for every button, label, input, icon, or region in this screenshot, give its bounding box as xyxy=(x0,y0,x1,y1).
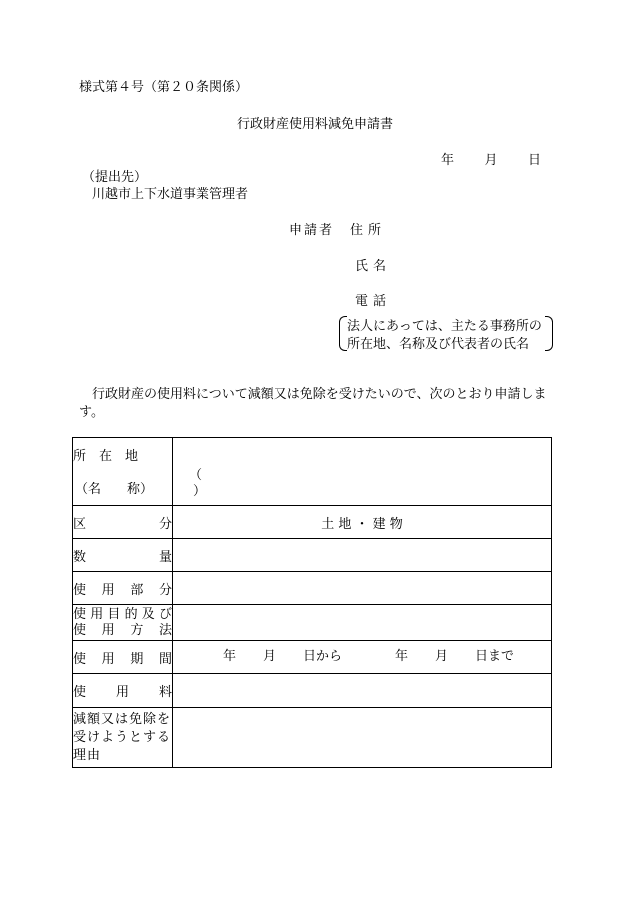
location-label: 所 在 地 xyxy=(73,448,139,464)
row-fee xyxy=(73,674,552,708)
row-period xyxy=(73,641,552,674)
quantity-value[interactable] xyxy=(173,539,552,572)
use-part-label-cell xyxy=(73,572,173,605)
use-part-value[interactable] xyxy=(173,572,552,605)
fee-label-cell xyxy=(73,674,173,708)
applicant-name-label: 氏名 xyxy=(355,259,392,274)
purpose-value[interactable] xyxy=(173,605,552,641)
fee-label: 使 用 料 xyxy=(73,685,172,700)
location-name-label: （名 称） xyxy=(75,481,154,497)
applicant-label: 申請者 xyxy=(289,223,335,238)
period-to-year: 年 xyxy=(395,649,409,664)
date-year: 年 xyxy=(441,153,455,168)
row-category xyxy=(73,506,552,539)
period-line xyxy=(173,649,551,665)
row-use-part xyxy=(73,572,552,605)
submission-label: （提出先） xyxy=(82,170,148,185)
row-reason xyxy=(73,708,552,768)
period-from-year: 年 xyxy=(223,649,237,664)
period-label: 使 用 期 間 xyxy=(73,651,172,667)
period-to-month: 月 xyxy=(435,649,449,664)
period-from-month: 月 xyxy=(263,649,277,664)
purpose-label-line1: 使 用 目 的 及 び xyxy=(73,606,172,622)
paren-close: ） xyxy=(193,484,207,499)
period-from-day: 日から xyxy=(303,649,343,664)
date-line xyxy=(441,153,541,169)
category-label-cell xyxy=(73,506,173,539)
submission-recipient: 川越市上下水道事業管理者 xyxy=(92,187,249,202)
purpose-label-cell xyxy=(73,605,173,641)
location-value-cell[interactable] xyxy=(173,438,552,506)
period-label-cell xyxy=(73,641,173,674)
intro-paragraph: 行政財産の使用料について減額又は免除を受けたいので、次のとおり申請します。 xyxy=(79,387,547,420)
date-day: 日 xyxy=(527,153,541,168)
document-title: 行政財産使用料減免申請書 xyxy=(236,117,393,132)
paren-open: （ xyxy=(189,468,203,483)
period-value[interactable] xyxy=(173,641,552,674)
location-label-cell xyxy=(73,438,173,506)
form-number: 様式第４号（第２０条関係） xyxy=(79,80,249,95)
use-part-label: 使 用 部 分 xyxy=(73,582,172,598)
reason-label: 減額又は免除を受けようとする理由 xyxy=(73,708,173,768)
quantity-label-cell xyxy=(73,539,173,572)
corporate-note: 法人にあっては、主たる事務所の所在地、名称及び代表者の氏名 xyxy=(347,319,542,352)
date-month: 月 xyxy=(484,153,498,168)
applicant-address-label: 住所 xyxy=(350,223,387,238)
reason-value[interactable] xyxy=(173,708,552,768)
application-table xyxy=(72,437,552,768)
applicant-phone-label: 電話 xyxy=(355,294,392,309)
note-bracket-left xyxy=(339,316,347,351)
fee-value[interactable] xyxy=(173,674,552,708)
row-location xyxy=(73,438,552,506)
purpose-label-line2: 使 用 方 法 xyxy=(73,622,172,638)
row-purpose xyxy=(73,605,552,641)
row-quantity xyxy=(73,539,552,572)
period-to-day: 日まで xyxy=(475,649,515,664)
category-value[interactable]: 土 地 ・ 建 物 xyxy=(173,506,552,539)
quantity-label: 数 量 xyxy=(73,549,172,565)
category-label: 区 分 xyxy=(73,516,172,532)
